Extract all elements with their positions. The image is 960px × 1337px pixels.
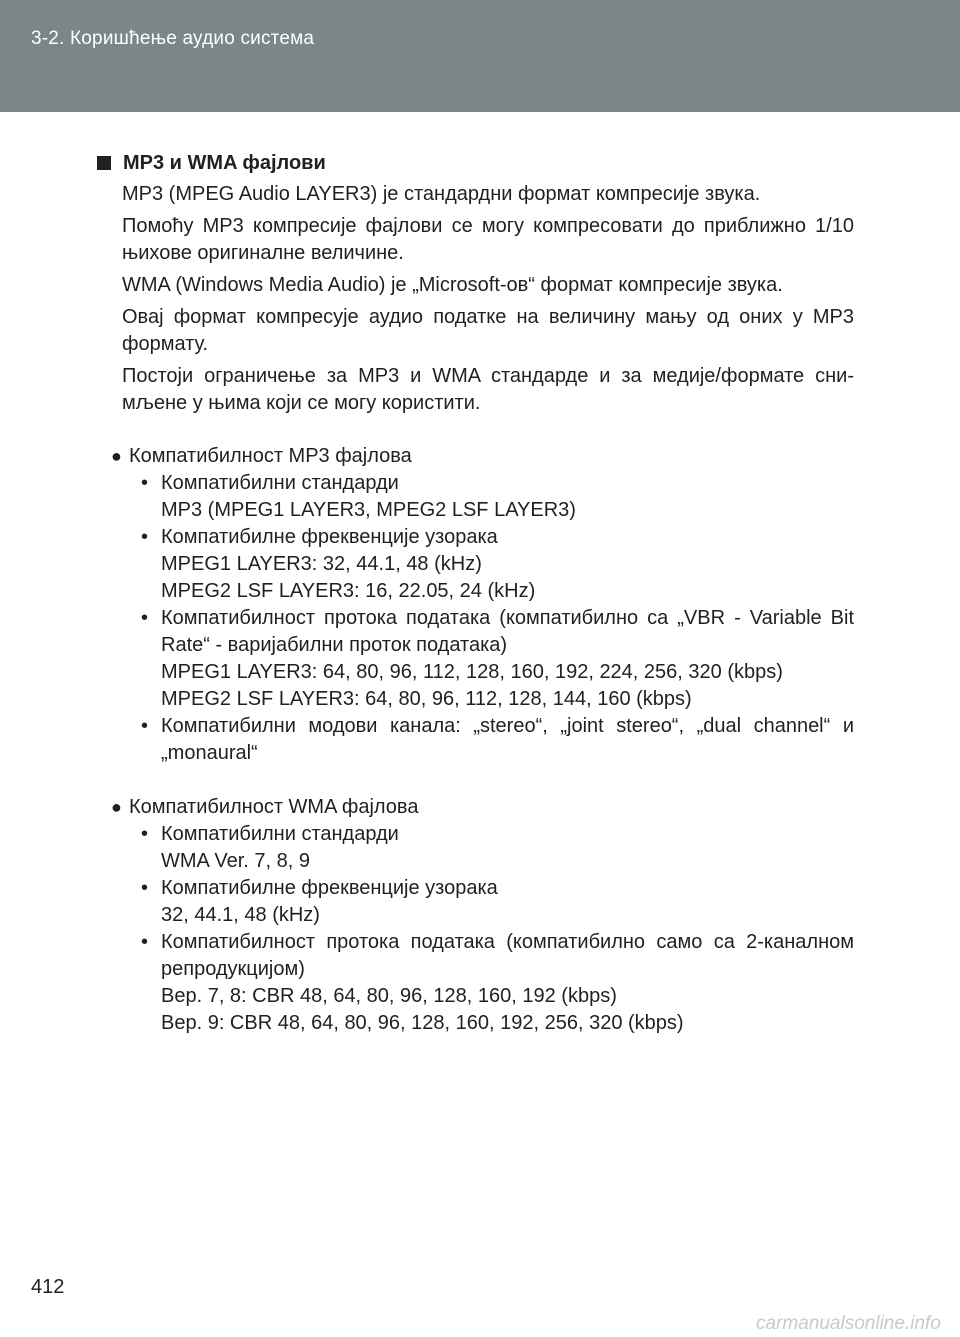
list-item-body [161, 875, 854, 929]
bullet-icon: • [141, 607, 149, 629]
list-item-label: Компатибилност протока података (компатибилно само са 2-каналном репродукцијом) [161, 931, 854, 980]
list-item-label: Компатибилне фреквенције узорака [161, 877, 498, 899]
list-item-body [161, 605, 854, 713]
section-heading [97, 150, 854, 177]
list-item-label: Компатибилни стандарди [161, 472, 399, 494]
list-item-label: Компатибилни стандарди [161, 823, 399, 845]
list-item [141, 821, 854, 875]
black-circle-icon: ● [111, 797, 122, 817]
list-item-value: MPEG2 LSF LAYER3: 64, 80, 96, 112, 128, 144, 160 (kbps) [161, 688, 692, 710]
list-item-body [161, 821, 854, 875]
list-item [141, 470, 854, 524]
page-header [0, 0, 960, 112]
subsection-title: Компатибилност MP3 фајлова [129, 445, 412, 467]
bullet-icon: • [141, 823, 149, 845]
list-item [141, 713, 854, 767]
page-number: 412 [31, 1276, 65, 1298]
list-item-value: MPEG1 LAYER3: 32, 44.1, 48 (kHz) [161, 553, 482, 575]
bullet-icon: • [141, 715, 149, 737]
list-item-label: Компатибилни модови канала: „stereo“, „joint stereo“, „dual channel“ и „monaural“ [161, 715, 854, 764]
mp3-compatibility-block [111, 443, 854, 767]
paragraph: WMA (Windows Media Audio) је „Microsoft-ов“ формат компресије звука. [122, 274, 783, 296]
bullet-icon: • [141, 877, 149, 899]
main-content [97, 150, 854, 1037]
subsection-heading [111, 794, 854, 821]
mp3-compat-list [111, 470, 854, 767]
list-item-body [161, 524, 854, 605]
wma-compat-list [111, 821, 854, 1037]
list-item-value: WMA Ver. 7, 8, 9 [161, 850, 310, 872]
section-title: MP3 и WMA фајлови [123, 152, 326, 174]
black-circle-icon: ● [111, 446, 122, 466]
list-item-value: MPEG2 LSF LAYER3: 16, 22.05, 24 (kHz) [161, 580, 536, 602]
subsection-heading [111, 443, 854, 470]
wma-compatibility-block [111, 794, 854, 1037]
list-item [141, 605, 854, 713]
list-item-label: Компатибилност протока података (компатибилно са „VBR - Variable Bit Rate“ - варијабилни проток података) [161, 607, 854, 656]
list-item-value: 32, 44.1, 48 (kHz) [161, 904, 320, 926]
header-title: 3-2. Коришћење аудио система [31, 28, 315, 49]
bullet-icon: • [141, 526, 149, 548]
list-item-value: MP3 (MPEG1 LAYER3, MPEG2 LSF LAYER3) [161, 499, 576, 521]
list-item-value: MPEG1 LAYER3: 64, 80, 96, 112, 128, 160, 192, 224, 256, 320 (kbps) [161, 661, 783, 683]
paragraph: Помоћу MP3 компресије фајлови се могу компресовати до приближно 1/10 њихове оригиналне величине. [122, 215, 854, 264]
black-square-icon [97, 156, 111, 170]
list-item [141, 875, 854, 929]
list-item [141, 524, 854, 605]
list-item-body [161, 929, 854, 1037]
list-item-value: Вер. 9: CBR 48, 64, 80, 96, 128, 160, 192, 256, 320 (kbps) [161, 1012, 684, 1034]
list-item-body [161, 470, 854, 524]
subsection-title: Компатибилност WMA фајлова [129, 796, 419, 818]
paragraph: MP3 (MPEG Audio LAYER3) је стандардни формат компресије звука. [122, 183, 761, 205]
list-item-value: Вер. 7, 8: CBR 48, 64, 80, 96, 128, 160, 192 (kbps) [161, 985, 617, 1007]
bullet-icon: • [141, 931, 149, 953]
bullet-icon: • [141, 472, 149, 494]
list-item [141, 929, 854, 1037]
paragraph: Овај формат компресује аудио податке на величину мању од оних у MP3 формату. [122, 306, 854, 355]
watermark: carmanualsonline.info [756, 1313, 941, 1334]
list-item-body [161, 713, 854, 767]
paragraph: Постоји ограничење за MP3 и WMA стандарде и за медије/формате сни-мљене у њима који се могу користити. [122, 365, 854, 414]
list-item-label: Компатибилне фреквенције узорака [161, 526, 498, 548]
